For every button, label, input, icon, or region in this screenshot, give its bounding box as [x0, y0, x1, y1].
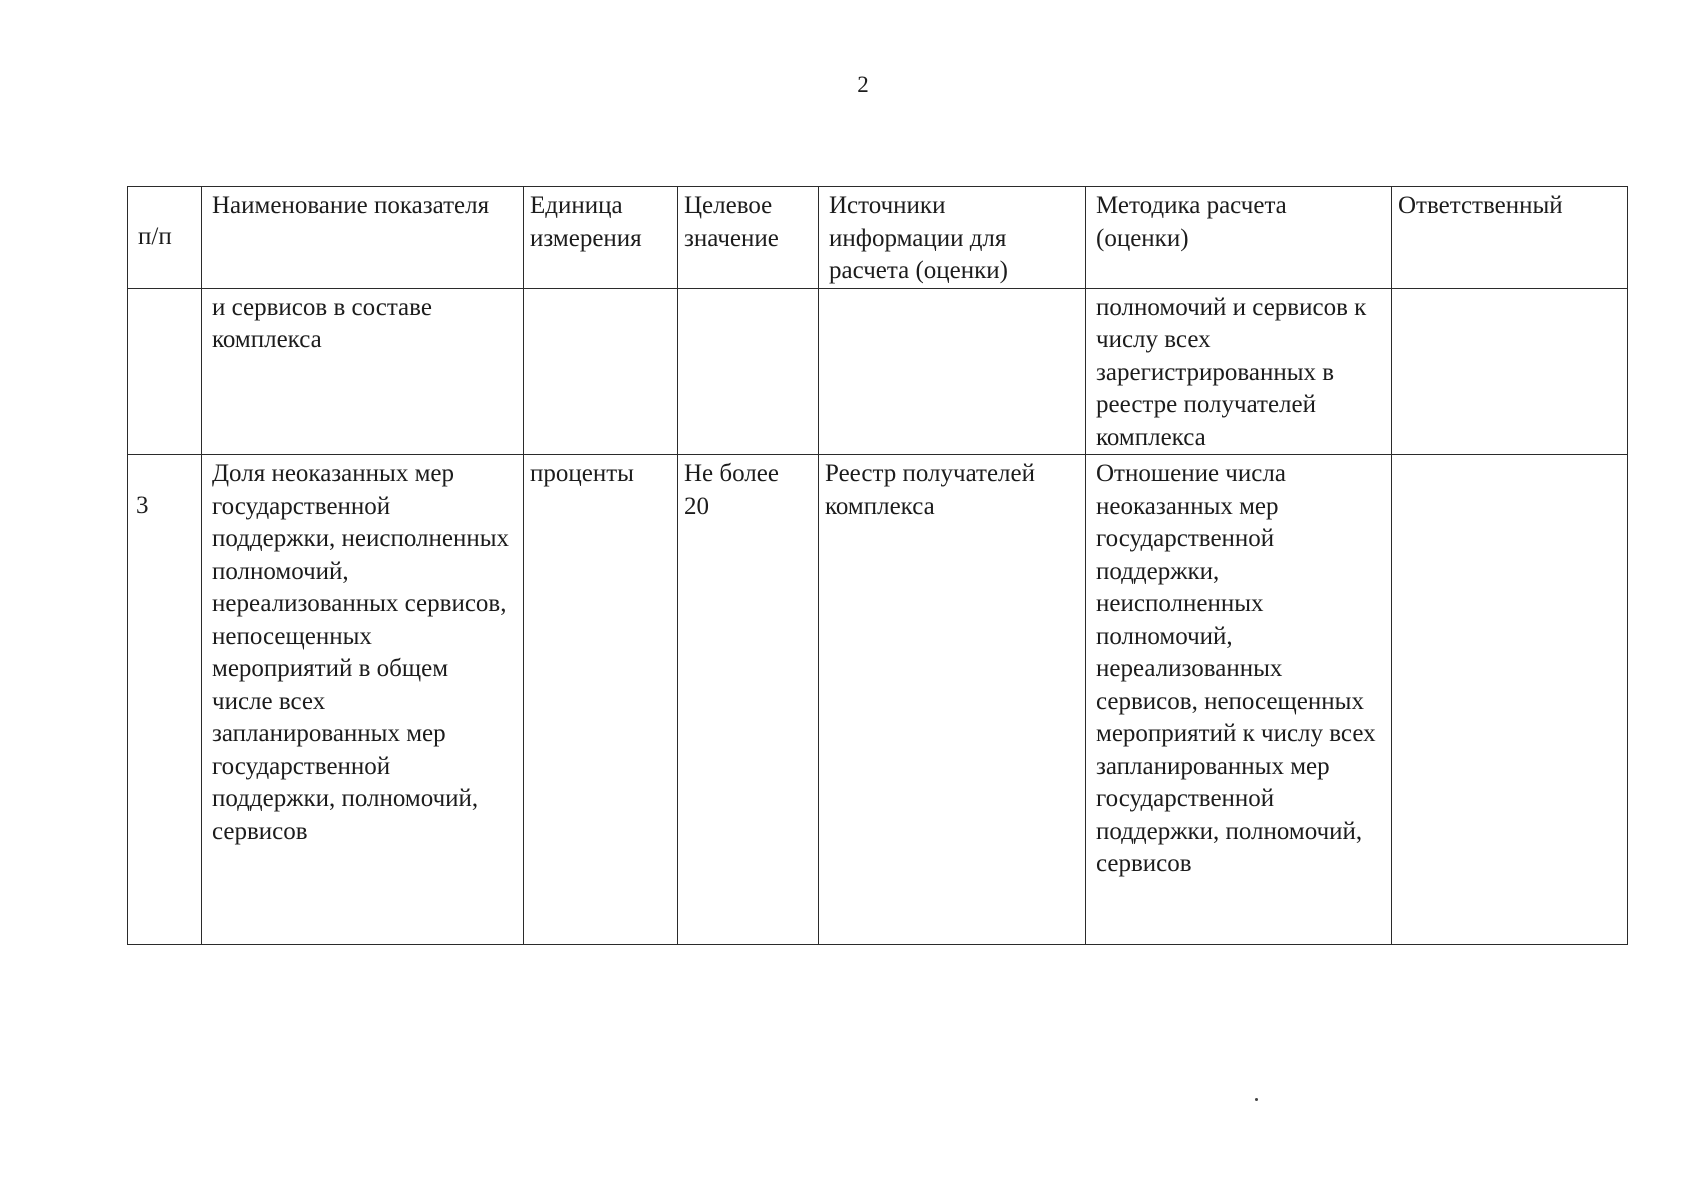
cell-target: Не более 20: [678, 455, 819, 945]
cell-unit: проценты: [524, 455, 678, 945]
row-number: 3: [136, 492, 149, 519]
cell-target: [678, 288, 819, 455]
cell-sources: [819, 288, 1086, 455]
table-header-row: [128, 187, 1628, 289]
indicators-table: [127, 186, 1628, 945]
header-num: п/п: [128, 187, 202, 289]
table-row: [128, 288, 1628, 455]
cell-method: Отношение числа неоказанных мер государственной поддержки, неисполненных полномочий, нереализованных сервисов, непосещенных мероприятий к числу всех запланированных мер государственной поддержки, полномочий, сервисов: [1086, 455, 1392, 945]
header-unit: Единица измерения: [524, 187, 678, 289]
table-row: [128, 455, 1628, 945]
header-target: Целевое значение: [678, 187, 819, 289]
cell-responsible: [1392, 288, 1628, 455]
header-name: Наименование показателя: [202, 187, 524, 289]
header-sources: Источники информации для расчета (оценки): [819, 187, 1086, 289]
cell-responsible: [1392, 455, 1628, 945]
scan-speck: [1255, 1098, 1258, 1101]
cell-name: Доля неоказанных мер государственной поддержки, неисполненных полномочий, нереализованных сервисов, непосещенных мероприятий в общем числе всех запланированных мер государственной поддержки, полномочий, сервисов: [202, 455, 524, 945]
cell-name: и сервисов в составе комплекса: [202, 288, 524, 455]
cell-num: [128, 455, 202, 945]
header-method: Методика расчета (оценки): [1086, 187, 1392, 289]
cell-sources: Реестр получателей комплекса: [819, 455, 1086, 945]
cell-num: [128, 288, 202, 455]
cell-unit: [524, 288, 678, 455]
header-responsible: Ответственный: [1392, 187, 1628, 289]
cell-method: полномочий и сервисов к числу всех зарегистрированных в реестре получателей комплекса: [1086, 288, 1392, 455]
page-number: 2: [857, 72, 869, 97]
